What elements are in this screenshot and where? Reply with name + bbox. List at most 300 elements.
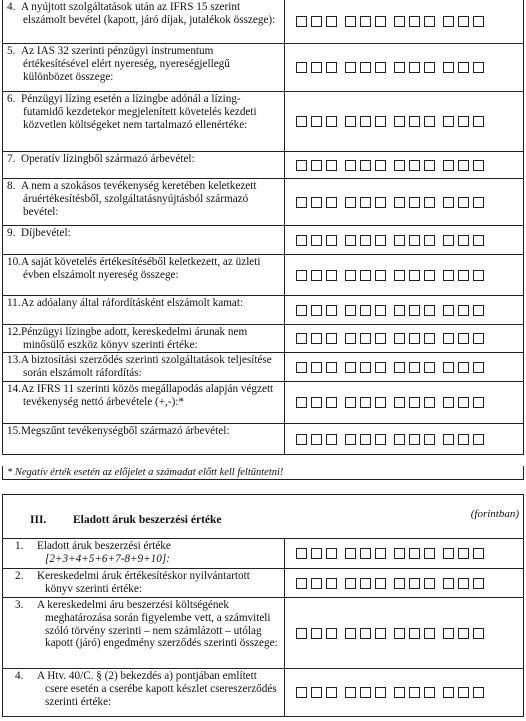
row-text: Megszűnt tevékenységből származó árbevétel: <box>21 425 230 437</box>
digit-box[interactable] <box>345 628 356 639</box>
digit-box[interactable] <box>424 628 435 639</box>
digit-box[interactable] <box>443 333 454 344</box>
digit-box[interactable] <box>345 16 356 27</box>
digit-group <box>345 628 386 639</box>
digit-box[interactable] <box>473 197 484 208</box>
digit-box[interactable] <box>345 333 356 344</box>
digit-box[interactable] <box>473 578 484 589</box>
digit-box[interactable] <box>311 270 322 281</box>
row-formula: [2+3+4+5+6+7-8+9+10]: <box>45 552 170 565</box>
digit-box[interactable] <box>394 548 405 559</box>
digit-box[interactable] <box>409 116 420 127</box>
digit-group <box>345 548 386 559</box>
form-row <box>3 152 523 179</box>
digit-box[interactable] <box>473 397 484 408</box>
digit-box[interactable] <box>326 270 337 281</box>
digit-box[interactable] <box>326 197 337 208</box>
row-text: A kereskedelmi áru beszerzési költségének meghatározása során figyelembe vett, a számviteli szóló törvény szerinti – nem számlázott – utólag kapott (járó) engedmény szerződés szerinti összege: <box>37 599 278 650</box>
form-row <box>3 0 523 44</box>
digit-group <box>443 362 484 373</box>
digit-box[interactable] <box>473 548 484 559</box>
digit-box[interactable] <box>296 235 307 246</box>
amount-boxes[interactable] <box>285 226 523 254</box>
digit-group <box>394 197 435 208</box>
digit-box[interactable] <box>473 333 484 344</box>
digit-group <box>296 235 337 246</box>
digit-box[interactable] <box>443 305 454 316</box>
digit-group <box>345 197 386 208</box>
row-number: 8. <box>7 180 16 192</box>
digit-box[interactable] <box>394 197 405 208</box>
digit-box[interactable] <box>311 548 322 559</box>
digit-group <box>394 305 435 316</box>
digit-box[interactable] <box>360 160 371 171</box>
digit-box[interactable] <box>311 687 322 698</box>
digit-box[interactable] <box>345 434 356 445</box>
amount-boxes[interactable] <box>285 669 523 716</box>
digit-box[interactable] <box>311 235 322 246</box>
digit-box[interactable] <box>296 687 307 698</box>
digit-box[interactable] <box>473 362 484 373</box>
form-row <box>3 226 523 255</box>
digit-group <box>394 160 435 171</box>
digit-group <box>443 578 484 589</box>
digit-box[interactable] <box>443 578 454 589</box>
digit-group <box>345 333 386 344</box>
amount-boxes[interactable] <box>285 44 523 91</box>
row-label <box>3 92 285 151</box>
digit-box[interactable] <box>311 116 322 127</box>
digit-box[interactable] <box>409 197 420 208</box>
digit-box[interactable] <box>458 333 469 344</box>
digit-box[interactable] <box>360 270 371 281</box>
row-number: 4. <box>7 1 16 13</box>
digit-group <box>443 628 484 639</box>
digit-box[interactable] <box>345 548 356 559</box>
digit-box[interactable] <box>458 235 469 246</box>
footnote: * Negatív érték esetén az előjelet a számadat előtt kell feltüntetni! <box>2 466 524 480</box>
digit-box[interactable] <box>375 362 386 373</box>
digit-box[interactable] <box>409 235 420 246</box>
digit-group <box>394 270 435 281</box>
digit-box[interactable] <box>409 305 420 316</box>
row-text: A Htv. 40/C. § (2) bekezdés a) pontjában említett csere esetén a cserébe kapott készlet csereszerződés szerinti értéke: <box>37 670 277 708</box>
digit-box[interactable] <box>424 578 435 589</box>
amount-boxes[interactable] <box>285 255 523 295</box>
digit-group <box>443 160 484 171</box>
amount-boxes[interactable] <box>285 424 523 454</box>
digit-box[interactable] <box>296 62 307 73</box>
row-label <box>3 539 285 568</box>
amount-boxes[interactable] <box>285 92 523 151</box>
amount-boxes[interactable] <box>285 539 523 568</box>
row-text: Kereskedelmi áruk értékesítéskor nyilvántartott könyv szerinti értéke: <box>37 570 250 595</box>
digit-box[interactable] <box>345 397 356 408</box>
section-iii-table <box>2 494 524 717</box>
digit-group <box>296 197 337 208</box>
digit-box[interactable] <box>443 197 454 208</box>
digit-box[interactable] <box>424 548 435 559</box>
digit-box[interactable] <box>326 628 337 639</box>
digit-box[interactable] <box>473 235 484 246</box>
digit-box[interactable] <box>360 548 371 559</box>
digit-box[interactable] <box>424 270 435 281</box>
digit-box[interactable] <box>443 397 454 408</box>
digit-group <box>296 548 337 559</box>
row-number: 7. <box>7 153 16 165</box>
digit-box[interactable] <box>375 434 386 445</box>
row-label <box>3 152 285 178</box>
digit-group <box>345 397 386 408</box>
digit-box[interactable] <box>424 62 435 73</box>
digit-box[interactable] <box>360 116 371 127</box>
digit-group <box>394 16 435 27</box>
digit-box[interactable] <box>296 628 307 639</box>
digit-box[interactable] <box>311 362 322 373</box>
digit-box[interactable] <box>360 333 371 344</box>
digit-group <box>296 434 337 445</box>
digit-group <box>394 434 435 445</box>
digit-box[interactable] <box>311 16 322 27</box>
digit-box[interactable] <box>394 628 405 639</box>
digit-box[interactable] <box>345 305 356 316</box>
digit-group <box>443 16 484 27</box>
row-text: A nem a szokásos tevékenység keretében keletkezett áruértékesítésből, szolgáltatásnyújtásból származó bevétel: <box>21 180 257 218</box>
digit-box[interactable] <box>473 62 484 73</box>
row-label <box>3 179 285 225</box>
row-label <box>3 296 285 324</box>
digit-box[interactable] <box>394 434 405 445</box>
form-row <box>3 296 523 325</box>
row-text: Az adóalany által ráfordításként elszámolt kamat: <box>21 297 244 309</box>
digit-box[interactable] <box>296 160 307 171</box>
digit-box[interactable] <box>345 362 356 373</box>
digit-box[interactable] <box>311 197 322 208</box>
digit-box[interactable] <box>345 197 356 208</box>
digit-box[interactable] <box>296 434 307 445</box>
digit-box[interactable] <box>473 434 484 445</box>
section-header <box>3 495 523 539</box>
digit-box[interactable] <box>473 160 484 171</box>
digit-box[interactable] <box>360 62 371 73</box>
digit-box[interactable] <box>360 16 371 27</box>
form-row <box>3 353 523 382</box>
digit-group <box>296 16 337 27</box>
digit-group <box>296 362 337 373</box>
digit-box[interactable] <box>394 333 405 344</box>
digit-box[interactable] <box>443 434 454 445</box>
digit-box[interactable] <box>345 160 356 171</box>
amount-boxes[interactable] <box>285 382 523 423</box>
digit-box[interactable] <box>394 305 405 316</box>
digit-box[interactable] <box>394 16 405 27</box>
digit-box[interactable] <box>424 16 435 27</box>
digit-box[interactable] <box>409 16 420 27</box>
digit-box[interactable] <box>409 628 420 639</box>
amount-boxes[interactable] <box>285 152 523 178</box>
digit-box[interactable] <box>360 235 371 246</box>
digit-group <box>443 116 484 127</box>
digit-box[interactable] <box>424 434 435 445</box>
digit-box[interactable] <box>394 362 405 373</box>
amount-boxes[interactable] <box>285 0 523 43</box>
digit-box[interactable] <box>296 548 307 559</box>
digit-group <box>394 628 435 639</box>
digit-box[interactable] <box>326 116 337 127</box>
digit-box[interactable] <box>458 160 469 171</box>
digit-box[interactable] <box>375 270 386 281</box>
digit-box[interactable] <box>443 687 454 698</box>
digit-box[interactable] <box>473 687 484 698</box>
digit-box[interactable] <box>296 116 307 127</box>
amount-boxes[interactable] <box>285 179 523 225</box>
digit-group <box>345 434 386 445</box>
digit-group <box>296 687 337 698</box>
digit-box[interactable] <box>458 62 469 73</box>
digit-box[interactable] <box>311 62 322 73</box>
digit-box[interactable] <box>458 548 469 559</box>
digit-box[interactable] <box>409 434 420 445</box>
row-text: A biztosítási szerződés szerinti szolgáltatások teljesítése során elszámolt ráfordítás: <box>21 354 272 379</box>
digit-box[interactable] <box>458 197 469 208</box>
amount-boxes[interactable] <box>285 296 523 324</box>
digit-box[interactable] <box>443 16 454 27</box>
digit-box[interactable] <box>409 578 420 589</box>
digit-box[interactable] <box>473 16 484 27</box>
digit-box[interactable] <box>443 116 454 127</box>
row-number: 9. <box>7 227 16 239</box>
digit-box[interactable] <box>458 434 469 445</box>
digit-box[interactable] <box>375 16 386 27</box>
digit-box[interactable] <box>311 628 322 639</box>
digit-box[interactable] <box>326 434 337 445</box>
digit-group <box>443 397 484 408</box>
digit-box[interactable] <box>311 434 322 445</box>
digit-box[interactable] <box>375 160 386 171</box>
digit-box[interactable] <box>409 687 420 698</box>
digit-box[interactable] <box>424 687 435 698</box>
row-label <box>3 325 285 352</box>
digit-box[interactable] <box>326 333 337 344</box>
digit-box[interactable] <box>394 687 405 698</box>
digit-box[interactable] <box>424 197 435 208</box>
digit-box[interactable] <box>311 578 322 589</box>
digit-box[interactable] <box>394 160 405 171</box>
row-label <box>3 569 285 597</box>
digit-box[interactable] <box>458 687 469 698</box>
row-number: 4. <box>15 670 24 682</box>
form-row <box>3 325 523 353</box>
digit-box[interactable] <box>409 160 420 171</box>
digit-group <box>296 628 337 639</box>
digit-box[interactable] <box>473 305 484 316</box>
digit-box[interactable] <box>394 235 405 246</box>
digit-box[interactable] <box>409 362 420 373</box>
digit-box[interactable] <box>409 270 420 281</box>
row-label <box>3 44 285 91</box>
digit-box[interactable] <box>375 235 386 246</box>
digit-box[interactable] <box>326 397 337 408</box>
form-row <box>3 539 523 569</box>
digit-box[interactable] <box>360 578 371 589</box>
digit-box[interactable] <box>360 687 371 698</box>
digit-box[interactable] <box>458 116 469 127</box>
digit-group <box>443 333 484 344</box>
digit-box[interactable] <box>296 362 307 373</box>
row-number: 11. <box>7 297 21 309</box>
digit-box[interactable] <box>394 578 405 589</box>
digit-box[interactable] <box>473 270 484 281</box>
digit-box[interactable] <box>326 62 337 73</box>
digit-group <box>345 270 386 281</box>
digit-box[interactable] <box>326 160 337 171</box>
digit-box[interactable] <box>296 197 307 208</box>
row-label <box>3 669 285 716</box>
digit-box[interactable] <box>311 305 322 316</box>
digit-box[interactable] <box>375 687 386 698</box>
digit-box[interactable] <box>375 548 386 559</box>
amount-boxes[interactable] <box>285 569 523 597</box>
row-label <box>3 226 285 254</box>
digit-box[interactable] <box>458 578 469 589</box>
digit-box[interactable] <box>296 578 307 589</box>
digit-box[interactable] <box>424 305 435 316</box>
row-number: 2. <box>15 570 24 582</box>
row-number: 14. <box>7 383 21 395</box>
digit-box[interactable] <box>443 548 454 559</box>
digit-box[interactable] <box>345 62 356 73</box>
digit-group <box>443 62 484 73</box>
form-row <box>3 179 523 226</box>
digit-group <box>443 548 484 559</box>
digit-box[interactable] <box>311 160 322 171</box>
digit-box[interactable] <box>326 578 337 589</box>
digit-box[interactable] <box>424 160 435 171</box>
form-row <box>3 382 523 424</box>
digit-box[interactable] <box>409 548 420 559</box>
digit-box[interactable] <box>360 362 371 373</box>
form-row <box>3 569 523 598</box>
digit-box[interactable] <box>458 362 469 373</box>
digit-box[interactable] <box>375 62 386 73</box>
digit-box[interactable] <box>296 16 307 27</box>
digit-box[interactable] <box>458 628 469 639</box>
row-text: Az IAS 32 szerinti pénzügyi instrumentum értékesítésével elért nyereség, nyereségjellegű különbözet összege: <box>21 45 230 83</box>
digit-box[interactable] <box>345 578 356 589</box>
digit-box[interactable] <box>375 116 386 127</box>
digit-box[interactable] <box>375 397 386 408</box>
digit-box[interactable] <box>443 62 454 73</box>
digit-group <box>296 305 337 316</box>
digit-box[interactable] <box>394 116 405 127</box>
digit-box[interactable] <box>375 197 386 208</box>
digit-box[interactable] <box>473 628 484 639</box>
row-text: A nyújtott szolgáltatások után az IFRS 15 szerint elszámolt bevétel (kapott, járó díjak, jutalékok összege): <box>21 1 276 26</box>
digit-box[interactable] <box>326 362 337 373</box>
digit-box[interactable] <box>424 397 435 408</box>
digit-box[interactable] <box>409 333 420 344</box>
digit-group <box>345 160 386 171</box>
digit-box[interactable] <box>326 687 337 698</box>
digit-box[interactable] <box>375 578 386 589</box>
digit-box[interactable] <box>296 305 307 316</box>
row-number: 12. <box>7 326 21 338</box>
digit-box[interactable] <box>394 397 405 408</box>
digit-group <box>345 362 386 373</box>
digit-group <box>296 333 337 344</box>
digit-box[interactable] <box>326 235 337 246</box>
row-label <box>3 353 285 381</box>
amount-boxes[interactable] <box>285 353 523 381</box>
digit-box[interactable] <box>424 235 435 246</box>
digit-box[interactable] <box>375 628 386 639</box>
digit-box[interactable] <box>424 362 435 373</box>
digit-box[interactable] <box>443 235 454 246</box>
digit-group <box>296 270 337 281</box>
digit-box[interactable] <box>326 548 337 559</box>
digit-box[interactable] <box>345 116 356 127</box>
digit-box[interactable] <box>394 62 405 73</box>
digit-box[interactable] <box>360 434 371 445</box>
digit-box[interactable] <box>458 305 469 316</box>
digit-box[interactable] <box>326 305 337 316</box>
digit-box[interactable] <box>458 397 469 408</box>
digit-group <box>345 62 386 73</box>
digit-box[interactable] <box>443 362 454 373</box>
digit-group <box>296 62 337 73</box>
digit-box[interactable] <box>311 397 322 408</box>
digit-box[interactable] <box>409 397 420 408</box>
amount-boxes[interactable] <box>285 598 523 668</box>
digit-box[interactable] <box>394 270 405 281</box>
digit-group <box>296 160 337 171</box>
row-number: 10. <box>7 256 21 268</box>
digit-box[interactable] <box>443 270 454 281</box>
digit-box[interactable] <box>311 333 322 344</box>
digit-group <box>394 235 435 246</box>
digit-box[interactable] <box>458 16 469 27</box>
income-items-table <box>2 0 524 455</box>
row-number: 1. <box>15 540 24 552</box>
digit-box[interactable] <box>443 160 454 171</box>
digit-box[interactable] <box>443 628 454 639</box>
digit-box[interactable] <box>375 333 386 344</box>
digit-box[interactable] <box>296 333 307 344</box>
digit-box[interactable] <box>458 270 469 281</box>
digit-box[interactable] <box>473 116 484 127</box>
digit-box[interactable] <box>409 62 420 73</box>
digit-box[interactable] <box>360 197 371 208</box>
digit-box[interactable] <box>424 333 435 344</box>
digit-box[interactable] <box>345 687 356 698</box>
digit-group <box>394 548 435 559</box>
digit-box[interactable] <box>360 628 371 639</box>
digit-box[interactable] <box>345 235 356 246</box>
digit-box[interactable] <box>296 397 307 408</box>
digit-box[interactable] <box>360 305 371 316</box>
digit-box[interactable] <box>345 270 356 281</box>
digit-box[interactable] <box>424 116 435 127</box>
row-label <box>3 255 285 295</box>
digit-box[interactable] <box>296 270 307 281</box>
digit-box[interactable] <box>375 305 386 316</box>
amount-boxes[interactable] <box>285 325 523 352</box>
digit-box[interactable] <box>326 16 337 27</box>
row-text: Díjbevétel: <box>21 227 71 239</box>
digit-box[interactable] <box>360 397 371 408</box>
row-text: A saját követelés értékesítéséből keletkezett, az üzleti évben elszámolt nyereség összege: <box>21 256 261 281</box>
digit-group <box>443 197 484 208</box>
